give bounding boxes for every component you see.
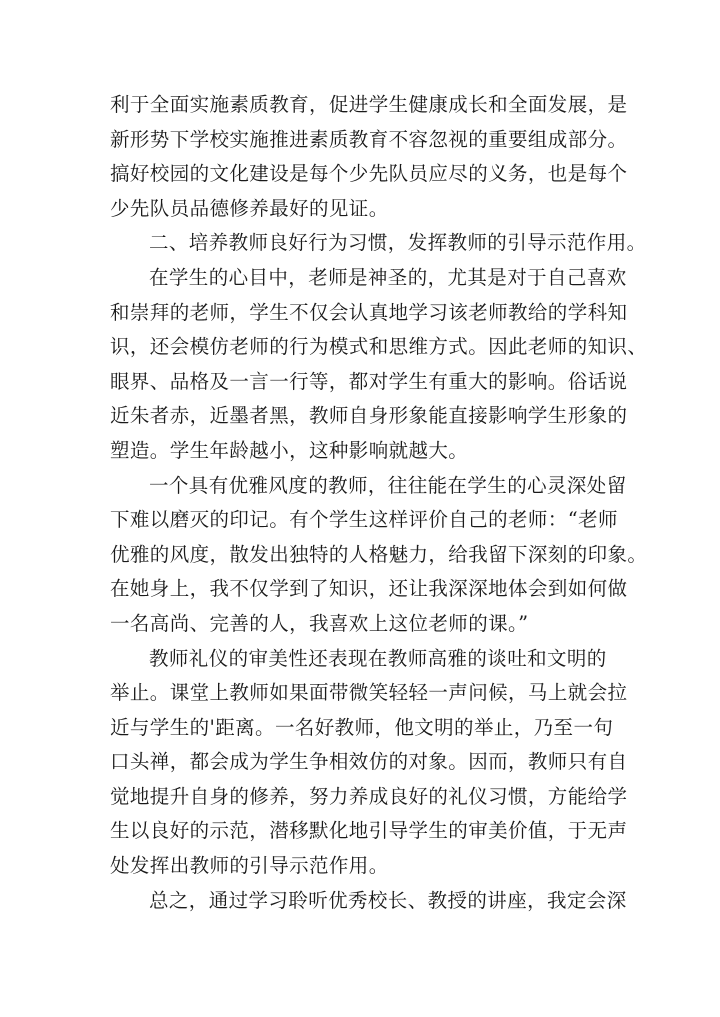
text-line: 塑造。学生年龄越小，这种影响就越大。 [110, 438, 469, 462]
text-line: 下难以磨灭的印记。有个学生这样评价自己的老师：“老师 [110, 508, 618, 532]
text-line: 生以良好的示范，潜移默化地引导学生的审美价值，于无声 [110, 819, 628, 843]
text-line: 新形势下学校实施推进素质教育不容忽视的重要组成部分。 [110, 127, 628, 151]
text-line: 搞好校园的文化建设是每个少先队员应尽的义务，也是每个 [110, 162, 628, 186]
text-line: 一名高尚、完善的人，我喜欢上这位老师的课。” [110, 611, 529, 635]
text-line: 和崇拜的老师，学生不仅会认真地学习该老师教给的学科知 [110, 300, 628, 324]
text-line: 利于全面实施素质教育，促进学生健康成长和全面发展，是 [110, 93, 628, 116]
text-line: 处发挥出教师的引导示范作用。 [110, 854, 389, 878]
paragraph-first-line: 总之，通过学习聆听优秀校长、教授的讲座，我定会深 [149, 888, 627, 912]
text-line: 识，还会模仿老师的行为模式和思维方式。因此老师的知识、 [110, 335, 648, 359]
text-line: 少先队员品德修养最好的见证。 [110, 196, 389, 220]
text-line: 近朱者赤，近墨者黑，教师自身形象能直接影响学生形象的 [110, 404, 628, 428]
text-line: 近与学生的'距离。一名好教师，他文明的举止，乃至一句 [110, 715, 614, 739]
text-line: 口头禅，都会成为学生争相效仿的对象。因而，教师只有自 [110, 750, 628, 774]
text-line: 在她身上，我不仅学到了知识，还让我深深地体会到如何做 [110, 577, 628, 601]
text-line: 优雅的风度，散发出独特的人格魅力，给我留下深刻的印象。 [110, 542, 648, 566]
text-line: 举止。课堂上教师如果面带微笑轻轻一声问候，马上就会拉 [110, 681, 628, 705]
paragraph-first-line: 教师礼仪的审美性还表现在教师高雅的谈吐和文明的 [149, 646, 607, 670]
paragraph-first-line: 在学生的心目中，老师是神圣的，尤其是对于自己喜欢 [149, 265, 627, 289]
paragraph-first-line: 一个具有优雅风度的教师，往往能在学生的心灵深处留 [149, 473, 627, 497]
text-line: 觉地提升自身的修养，努力养成良好的礼仪习惯，方能给学 [110, 784, 628, 808]
document-body [110, 88, 648, 918]
text-line: 眼界、品格及一言一行等，都对学生有重大的影响。俗话说 [110, 369, 628, 393]
paragraph-first-line: 二、培养教师良好行为习惯，发挥教师的引导示范作用。 [149, 231, 647, 255]
